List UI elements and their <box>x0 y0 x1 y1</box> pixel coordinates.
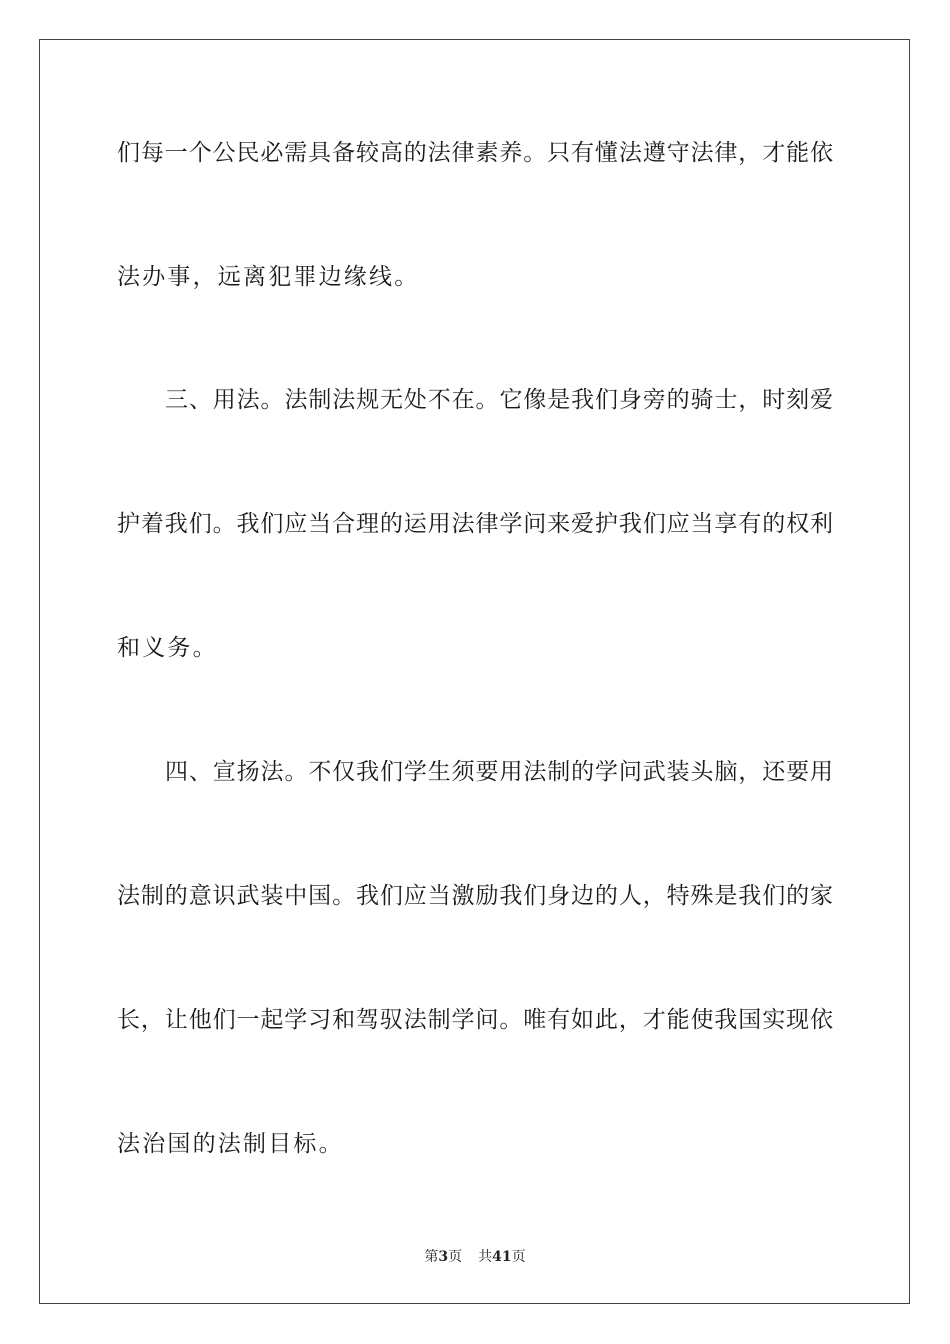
paragraph-line: 护着我们。我们应当合理的运用法律学问来爱护我们应当享有的权利 <box>117 511 833 537</box>
paragraph-line: 三、用法。法制法规无处不在。它像是我们身旁的骑士，时刻爱 <box>165 387 833 413</box>
page-label-suffix: 页 <box>448 1249 463 1265</box>
page-label-prefix: 第 <box>424 1249 439 1265</box>
paragraph-line: 们每一个公民必需具备较高的法律素养。只有懂法遵守法律，才能依 <box>117 140 833 166</box>
total-label-suffix: 页 <box>511 1249 526 1265</box>
total-label-prefix: 共 <box>478 1249 493 1265</box>
paragraph-line: 四、宣扬法。不仅我们学生须要用法制的学问武装头脑，还要用 <box>165 759 833 785</box>
paragraph-line: 法办事，远离犯罪边缘线。 <box>117 264 420 290</box>
page-number: 3 <box>438 1249 449 1265</box>
total-pages: 41 <box>492 1249 512 1265</box>
page-footer <box>0 1248 950 1266</box>
paragraph-line: 法治国的法制目标。 <box>117 1131 344 1157</box>
paragraph-line: 长，让他们一起学习和驾驭法制学问。唯有如此，才能使我国实现依 <box>117 1007 833 1033</box>
page-border <box>39 39 910 1304</box>
paragraph-line: 和义务。 <box>117 635 218 661</box>
paragraph-line: 法制的意识武装中国。我们应当激励我们身边的人，特殊是我们的家 <box>117 883 833 909</box>
